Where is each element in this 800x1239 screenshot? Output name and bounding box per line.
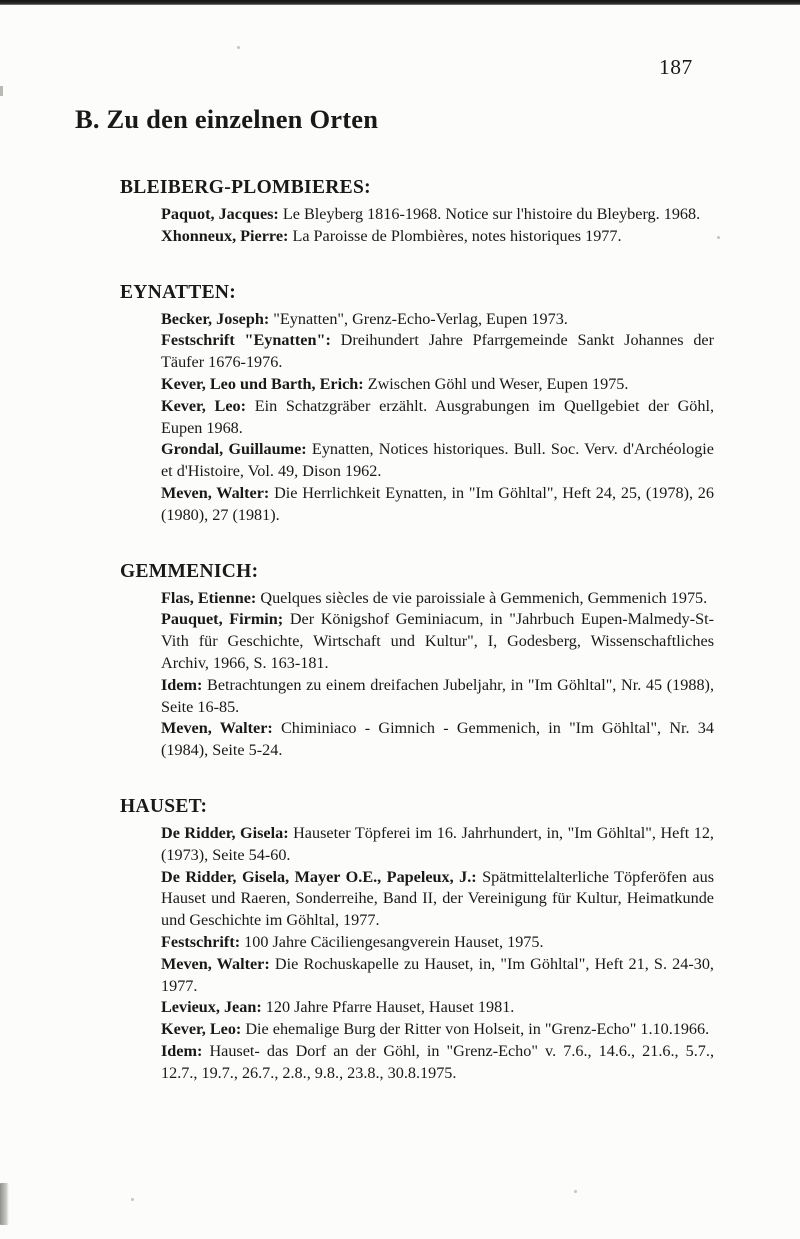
entry-text: Chiminiaco - Gimnich - Gemmenich, in "Im Göhltal", Nr. 34 (1984), Seite 5-24. <box>161 719 714 760</box>
bibliography-entry <box>161 483 714 527</box>
scan-speck <box>717 236 720 239</box>
section-entries <box>120 823 714 1085</box>
bibliography-entry <box>161 718 714 762</box>
entry-author: Paquot, Jacques: <box>161 205 279 223</box>
entry-author: Meven, Walter: <box>161 719 273 738</box>
bibliography-entry <box>161 932 714 954</box>
entry-author: Kever, Leo: <box>161 396 246 415</box>
section-heading: EYNATTEN: <box>120 281 237 303</box>
scan-edge-artifact-top <box>0 0 800 5</box>
entry-text: Die ehemalige Burg der Ritter von Holseit, in "Grenz-Echo" 1.10.1966. <box>241 1020 710 1039</box>
section-heading: BLEIBERG-PLOMBIERES: <box>120 177 371 198</box>
biblio-section <box>120 280 714 527</box>
entry-author: Grondal, Guillaume: <box>161 440 307 459</box>
entry-text: Die Herrlichkeit Eynatten, in "Im Göhltal", Heft 24, 25, (1978), 26 (1980), 27 (1981). <box>161 483 714 524</box>
entry-text: Quelques siècles de vie paroissiale à Gemmenich, Gemmenich 1975. <box>256 588 708 607</box>
entry-author: Festschrift: <box>161 932 241 951</box>
entry-text: Die Rochuskapelle zu Hauset, in, "Im Göhltal", Heft 21, S. 24-30, 1977. <box>161 954 714 995</box>
bibliography-entry <box>161 439 714 483</box>
section-heading: HAUSET: <box>120 795 208 817</box>
scan-speck <box>237 46 240 49</box>
entry-author: De Ridder, Gisela: <box>161 823 289 842</box>
bibliography-entry <box>161 226 714 248</box>
entry-author: Pauquet, Firmin; <box>161 610 284 629</box>
biblio-section <box>120 559 714 762</box>
bibliography-entry <box>161 374 714 396</box>
bibliography-sections <box>120 175 714 1117</box>
page-title: B. Zu den einzelnen Orten <box>75 104 379 134</box>
bibliography-entry <box>161 309 714 331</box>
bibliography-entry <box>161 954 714 998</box>
entry-text: Ein Schatzgräber erzählt. Ausgrabungen im Quellgebiet der Göhl, Eupen 1968. <box>161 396 714 437</box>
bibliography-entry <box>161 609 714 674</box>
entry-text: Hauset- das Dorf an der Göhl, in "Grenz-Echo" v. 7.6., 14.6., 21.6., 5.7., 12.7., 19.7., 26.7., 2.8., 9.8., 23.8., 30.8.1975. <box>161 1041 714 1082</box>
entry-author: Xhonneux, Pierre: <box>161 226 289 245</box>
bibliography-entry <box>161 396 714 440</box>
entry-text: Betrachtungen zu einem dreifachen Jubeljahr, in "Im Göhltal", Nr. 45 (1988), Seite 16-85. <box>161 675 714 716</box>
biblio-section <box>120 794 714 1085</box>
scan-speck <box>131 1198 134 1201</box>
entry-text: Hauseter Töpferei im 16. Jahrhundert, in, "Im Göhltal", Heft 12, (1973), Seite 54-60. <box>161 823 714 864</box>
section-heading: GEMMENICH: <box>120 560 259 582</box>
bibliography-entry <box>161 588 714 610</box>
entry-author: Becker, Joseph: <box>161 309 270 328</box>
bibliography-entry <box>161 330 714 374</box>
entry-author: Festschrift "Eynatten": <box>161 331 331 350</box>
entry-author: Kever, Leo: <box>161 1020 242 1039</box>
entry-author: Idem: <box>161 675 203 694</box>
bibliography-entry <box>161 675 714 719</box>
scan-speck <box>574 1190 577 1193</box>
entry-text: Dreihundert Jahre Pfarrgemeinde Sankt Johannes der Täufer 1676-1976. <box>161 331 714 372</box>
entry-author: Idem: <box>161 1041 203 1060</box>
entry-text: La Paroisse de Plombières, notes historiques 1977. <box>288 226 622 245</box>
bibliography-entry <box>161 1041 714 1085</box>
entry-author: Levieux, Jean: <box>161 998 262 1017</box>
entry-text: Der Königshof Geminiacum, in "Jahrbuch Eupen-Malmedy-St-Vith für Geschichte, Wirtschaft und Kultur", I, Godesberg, Wissenschaftliches Archiv, 1966, S. 163-181. <box>161 610 714 672</box>
entry-author: Meven, Walter: <box>161 954 270 973</box>
entry-text: "Eynatten", Grenz-Echo-Verlag, Eupen 1973. <box>269 309 568 328</box>
section-entries <box>120 204 714 248</box>
entry-text: Spätmittelalterliche Töpferöfen aus Hauset und Raeren, Sonderreihe, Band II, der Vereinigung für Kultur, Heimatkunde und Geschichte im Göhltal, 1977. <box>161 867 714 930</box>
page-number: 187 <box>659 55 693 79</box>
bibliography-entry <box>161 1019 714 1041</box>
section-entries <box>120 588 714 762</box>
entry-text: 100 Jahre Cäciliengesangverein Hauset, 1975. <box>240 932 544 951</box>
entry-text: 120 Jahre Pfarre Hauset, Hauset 1981. <box>261 998 515 1017</box>
scan-edge-artifact-left <box>0 86 3 96</box>
entry-text: Eynatten, Notices historiques. Bull. Soc. Verv. d'Archéologie et d'Histoire, Vol. 49, Dison 1962. <box>161 440 714 481</box>
entry-author: Kever, Leo und Barth, Erich: <box>161 374 364 393</box>
bibliography-entry <box>161 867 714 932</box>
entry-author: Flas, Etienne: <box>161 588 257 607</box>
entry-author: Meven, Walter: <box>161 483 270 502</box>
biblio-section <box>120 175 714 248</box>
section-entries <box>120 309 714 527</box>
bibliography-entry <box>161 204 714 226</box>
scan-smudge-bottom-left <box>0 1183 9 1225</box>
entry-text: Le Bleyberg 1816-1968. Notice sur l'histoire du Bleyberg. 1968. <box>278 205 701 223</box>
bibliography-entry <box>161 823 714 867</box>
entry-text: Zwischen Göhl und Weser, Eupen 1975. <box>363 374 629 393</box>
bibliography-entry <box>161 997 714 1019</box>
entry-author: De Ridder, Gisela, Mayer O.E., Papeleux, J.: <box>161 867 477 886</box>
